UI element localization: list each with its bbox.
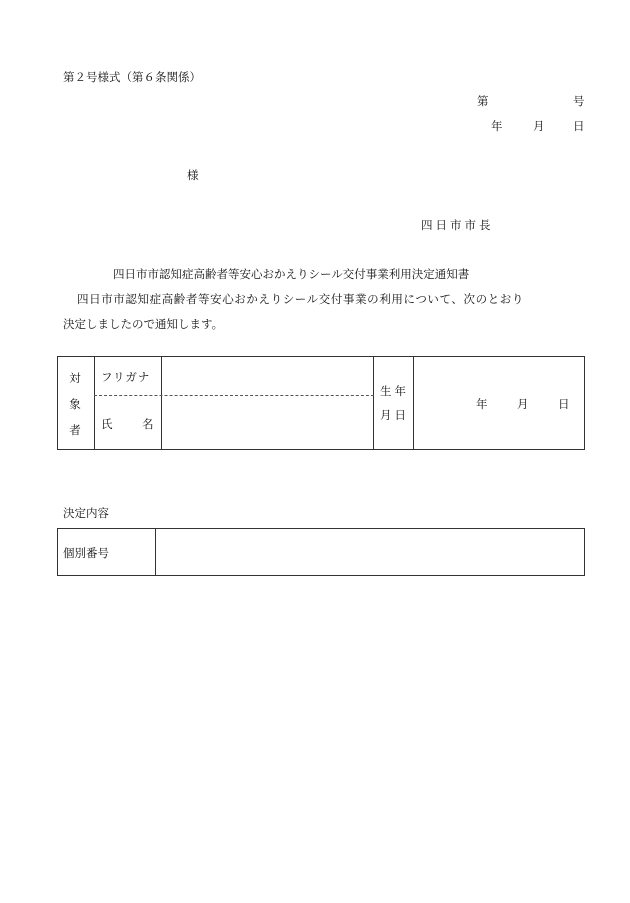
furigana-input[interactable] <box>162 357 373 394</box>
document-title: 四日市市認知症高齢者等安心おかえりシール交付事業利用決定通知書 <box>113 267 470 281</box>
birth-month: 月 <box>517 397 529 411</box>
furigana-label: フリガナ <box>101 370 151 384</box>
name-input[interactable] <box>162 396 373 449</box>
name-label-first: 氏 <box>101 417 113 431</box>
birth-label-line1: 生年 <box>380 384 409 398</box>
date-day: 日 <box>573 119 585 133</box>
birth-day: 日 <box>558 397 570 411</box>
subject-header-char: 象 <box>69 397 81 411</box>
birth-year: 年 <box>476 397 488 411</box>
birth-label-line2: 月日 <box>380 408 409 422</box>
subject-header-char: 対 <box>69 371 81 385</box>
doc-number-prefix: 第 <box>477 94 489 108</box>
addressee-suffix: 様 <box>187 168 199 182</box>
body-line-1: 四日市市認知症高齢者等安心おかえりシール交付事業の利用について、次のとおり <box>77 292 525 306</box>
date-year: 年 <box>491 119 503 133</box>
name-label-second: 名 <box>142 417 154 431</box>
id-number-label: 個別番号 <box>63 546 109 560</box>
form-label: 第２号様式（第６条関係） <box>63 70 201 84</box>
issuer-name: 四日市市長 <box>421 218 494 232</box>
subject-header-char: 者 <box>69 423 81 437</box>
date-month: 月 <box>533 119 545 133</box>
doc-number-suffix: 号 <box>573 94 585 108</box>
id-number-input[interactable] <box>156 529 584 575</box>
decision-heading: 決定内容 <box>63 506 109 520</box>
body-line-2: 決定しましたので通知します。 <box>63 317 224 331</box>
